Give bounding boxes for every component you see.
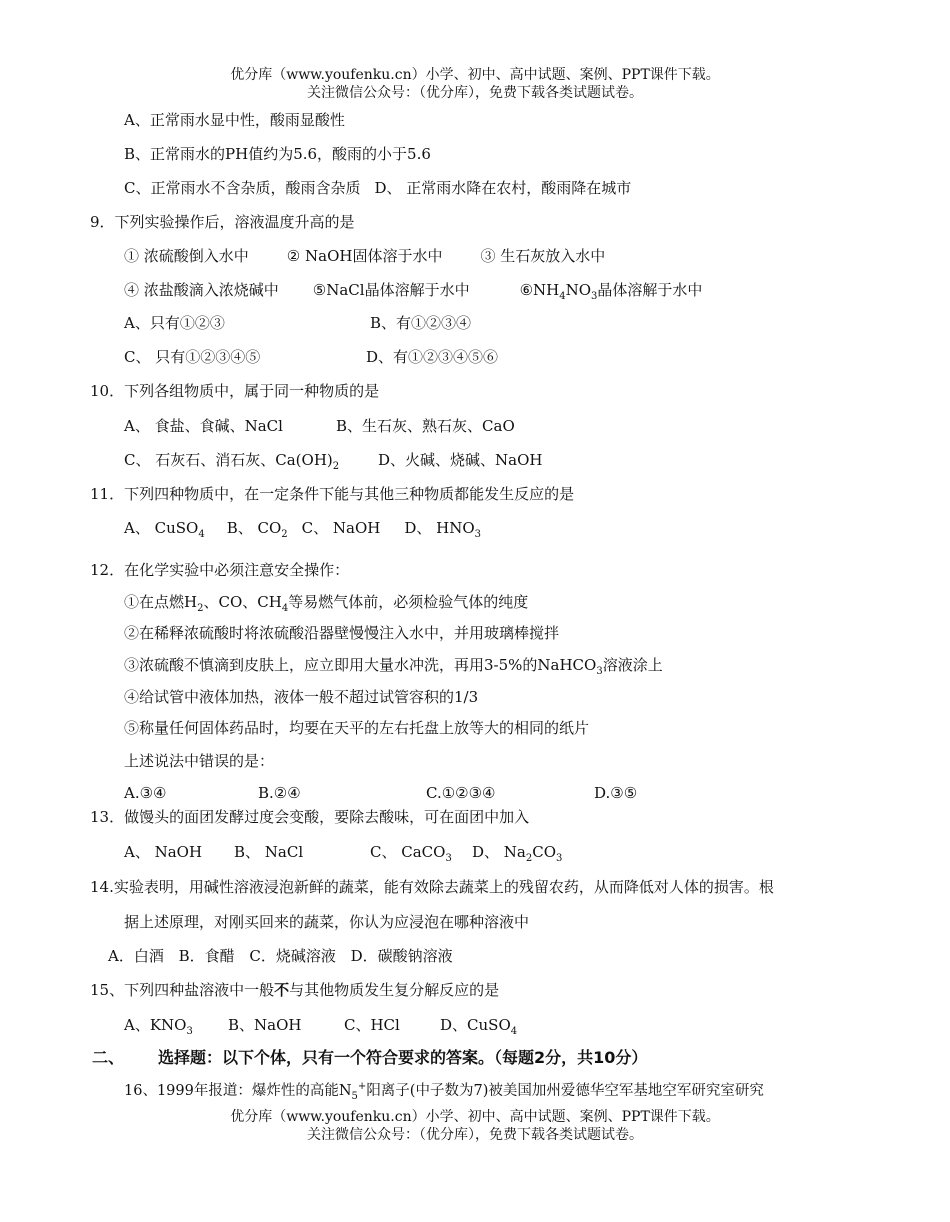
q9-item-5: ⑤NaCl晶体溶解于水中 (312, 281, 470, 299)
q8-option-c: C、正常雨水不含杂质，酸雨含杂质 (124, 179, 361, 197)
q12-statement-3: ③浓硫酸不慎滴到皮肤上，应立即用大量水冲洗，再用3-5%的NaHCO$_3$溶液涂上 (124, 656, 663, 677)
header-line-2: 关注微信公众号：（优分库），免费下载各类试题试卷。 (307, 85, 643, 101)
q12-statement-2: ②在稀释浓硫酸时将浓硫酸沿器壁慢慢注入水中，并用玻璃棒搅拌 (124, 624, 560, 642)
q12-statement-4: ④给试管中液体加热，液体一般不超过试管容积的1/3 (124, 688, 479, 706)
q15-option-d: D、CuSO$_4$ (440, 1016, 518, 1037)
section-2-title: 选择题：以下个体，只有一个符合要求的答案。（每题2分，共10分） (158, 1048, 648, 1067)
q13-option-b: B、 NaCl (234, 843, 304, 861)
q13-option-d: D、 $Na_2CO_3$ (472, 843, 563, 864)
q12-question: 上述说法中错误的是： (124, 752, 275, 770)
q9-option-c: C、 只有①②③④⑤ (124, 348, 261, 366)
footer-line-1: 优分库（www.youfenku.cn）小学、初中、高中试题、案例、PPT课件下载。 (230, 1109, 720, 1125)
footer-line-2: 关注微信公众号：（优分库），免费下载各类试题试卷。 (307, 1127, 643, 1143)
q10-option-c: C、 石灰石、消石灰、$Ca(OH)_2$ (124, 451, 340, 472)
q9-item-3: ③ 生石灰放入水中 (480, 247, 606, 265)
q11-option-c: C、 NaOH (301, 519, 381, 537)
q12-option-d: D.③⑤ (594, 784, 638, 802)
q14-options: A．白酒 B．食醋 C．烧碱溶液 D．碳酸钠溶液 (108, 947, 453, 965)
q8-option-a: A、正常雨水显中性，酸雨显酸性 (124, 111, 345, 129)
q10-option-b: B、生石灰、熟石灰、CaO (336, 417, 515, 435)
q10-option-a: A、 食盐、食碱、NaCl (124, 417, 283, 435)
header-line-1: 优分库（www.youfenku.cn）小学、初中、高中试题、案例、PPT课件下载。 (230, 67, 720, 83)
q9-option-d: D、有①②③④⑤⑥ (366, 348, 499, 366)
q10-option-d: D、火碱、烧碱、NaOH (378, 451, 543, 469)
q9-items-row1 (124, 246, 605, 266)
q14-stem-line-1: 14.实验表明，用碱性溶液浸泡新鲜的蔬菜，能有效除去蔬菜上的残留农药，从而降低对人体的损害。根 (90, 878, 774, 896)
q11-options (124, 518, 481, 538)
q12-statement-5: ⑤称量任何固体药品时，均要在天平的左右托盘上放等大的相同的纸片 (124, 719, 590, 737)
q15-option-b: B、NaOH (228, 1016, 302, 1034)
q13-option-c: C、 CaCO$_3$ (370, 843, 452, 864)
q8-option-b: B、正常雨水的PH值约为5.6，酸雨的小于5.6 (124, 145, 431, 163)
q9-item-2: ② NaOH固体溶于水中 (286, 247, 443, 265)
q15-option-c: C、HCl (344, 1016, 400, 1034)
q12-option-a: A.③④ (124, 784, 167, 802)
q13-stem: 13．做馒头的面团发酵过度会变酸，要除去酸味，可在面团中加入 (90, 808, 530, 826)
q9-option-b: B、有①②③④ (370, 314, 472, 332)
q12-option-c: C.①②③④ (426, 784, 496, 802)
q9-stem: 9．下列实验操作后，溶液温度升高的是 (90, 213, 355, 231)
q12-option-b: B.②④ (258, 784, 301, 802)
q10-stem: 10．下列各组物质中，属于同一种物质的是 (90, 382, 380, 400)
q9-item-6: $⑥NH_4NO_3$晶体溶解于水中 (519, 281, 703, 302)
q9-items-row2 (124, 280, 702, 300)
q16-stem: 16、1999年报道：爆炸性的高能$N_5^+$阳离子(中子数为7)被美国加州爱德华空军基地空军研究室研究 (124, 1081, 764, 1102)
q8-options-cd (124, 178, 631, 198)
q12-stem: 12．在化学实验中必须注意安全操作： (90, 561, 350, 579)
q11-option-a: A、 CuSO$_4$ (124, 519, 205, 540)
q9-option-a: A、只有①②③ (124, 314, 225, 332)
section-2-number: 二、 (92, 1048, 125, 1067)
q15-option-a: A、$KNO_3$ (124, 1016, 193, 1037)
q9-item-1: ① 浓硫酸倒入水中 (124, 247, 249, 265)
q11-option-b: B、 $CO_2$ (226, 519, 288, 540)
q9-item-4: ④ 浓盐酸滴入浓烧碱中 (124, 281, 279, 299)
q13-option-a: A、 NaOH (124, 843, 203, 861)
q14-stem-line-2: 据上述原理，对刚买回来的蔬菜，你认为应浸泡在哪种溶液中 (124, 913, 530, 931)
q11-stem: 11．下列四种物质中，在一定条件下能与其他三种物质都能发生反应的是 (90, 485, 575, 503)
q12-statement-1: ①在点燃$H_2$、CO、$CH_4$等易燃气体前，必须检验气体的纯度 (124, 593, 529, 614)
q11-option-d: D、 $HNO_3$ (404, 519, 482, 540)
q8-option-d: D、 正常雨水降在农村，酸雨降在城市 (374, 179, 632, 197)
q15-stem: 15、下列四种盐溶液中一般不与其他物质发生复分解反应的是 (90, 981, 500, 999)
